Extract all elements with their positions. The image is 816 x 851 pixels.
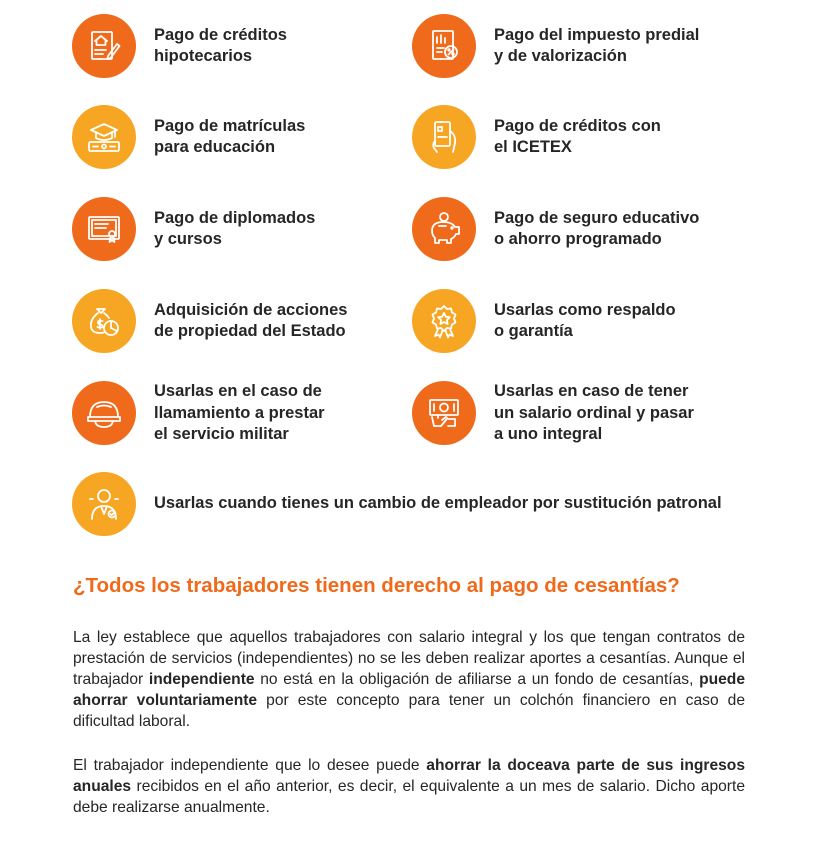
item-label: Pago de seguro educativo o ahorro programado	[494, 208, 700, 248]
list-item	[72, 381, 325, 446]
list-item	[412, 289, 676, 353]
paragraph	[73, 627, 745, 732]
cash-hand-icon	[412, 381, 476, 445]
paragraph-text: La ley establece que aquellos trabajadores con salario integral y los que tengan contratos de prestación de servicios (independientes) no se les deben realizar aportes a cesantías. Aunque el trabajador	[73, 629, 745, 688]
bold-text: ahorrar la doceava parte de sus ingresos anuales	[73, 757, 745, 795]
tax-document-icon	[412, 14, 476, 78]
helmet-icon	[72, 381, 136, 445]
item-label: Pago de matrículas para educación	[154, 116, 306, 156]
item-label: Usarlas cuando tienes un cambio de empleador por sustitución patronal	[154, 494, 722, 513]
item-label: Usarlas en caso de tener un salario ordinal y pasar a uno integral	[494, 382, 694, 443]
piggy-bank-icon	[412, 197, 476, 261]
list-item	[412, 197, 699, 261]
bold-text: independiente	[148, 671, 255, 688]
item-label: Pago del impuesto predial y de valorización	[494, 25, 700, 65]
item-label: Adquisición de acciones de propiedad del Estado	[154, 300, 348, 340]
list-item	[412, 381, 694, 446]
card-hand-icon	[412, 105, 476, 169]
item-label: Pago de diplomados y cursos	[154, 208, 316, 248]
money-bag-icon	[72, 289, 136, 353]
list-item	[72, 472, 722, 536]
paragraph	[73, 755, 745, 818]
list-item	[412, 105, 661, 169]
paragraph-text: no está en la obligación de afiliarse a un fondo de cesantías,	[254, 671, 700, 688]
list-item	[72, 105, 305, 169]
item-label: Usarlas en el caso de llamamiento a prestar el servicio militar	[154, 382, 325, 443]
paragraph-text: El trabajador independiente que lo desee puede	[73, 757, 427, 774]
house-document-icon	[72, 14, 136, 78]
paragraph-text: recibidos en el año anterior, es decir, el equivalente a un mes de salario. Dicho aporte debe realizarse anualmente.	[73, 778, 745, 816]
item-label: Pago de créditos hipotecarios	[154, 25, 287, 65]
graduation-cap-icon	[72, 105, 136, 169]
diploma-icon	[72, 197, 136, 261]
list-item	[412, 14, 699, 78]
employee-icon	[72, 472, 136, 536]
item-label: Pago de créditos con el ICETEX	[494, 116, 661, 156]
bold-text: puede ahorrar voluntariamente	[73, 671, 745, 709]
list-item	[72, 197, 315, 261]
badge-icon	[412, 289, 476, 353]
paragraph-text: por este concepto para tener un colchón financiero en caso de dificultad laboral.	[73, 692, 746, 730]
list-item	[72, 289, 347, 353]
section-title: ¿Todos los trabajadores tienen derecho al pago de cesantías?	[73, 574, 680, 597]
list-item	[72, 14, 287, 78]
item-label: Usarlas como respaldo o garantía	[494, 300, 676, 340]
